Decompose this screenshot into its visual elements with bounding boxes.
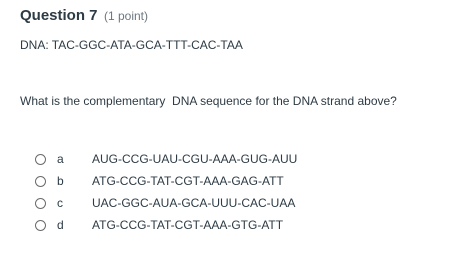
answer-letter: c [57, 196, 63, 210]
answer-letter: a [57, 152, 64, 166]
question-prompt: What is the complementary DNA sequence for the DNA strand above? [20, 94, 397, 108]
radio-button-d[interactable] [35, 220, 46, 231]
dna-strand-text: DNA: TAC-GGC-ATA-GCA-TTT-CAC-TAA [20, 38, 243, 52]
answer-option-b[interactable] [35, 170, 335, 192]
radio-button-b[interactable] [35, 176, 46, 187]
question-points: (1 point) [103, 9, 148, 23]
radio-button-c[interactable] [35, 198, 46, 209]
answer-list [35, 148, 335, 236]
answer-option-d[interactable] [35, 214, 335, 236]
answer-option-c[interactable] [35, 192, 335, 214]
question-title: Question 7 [20, 7, 98, 24]
answer-text: UAC-GGC-AUA-GCA-UUU-CAC-UAA [92, 196, 296, 210]
answer-letter: b [57, 174, 64, 188]
radio-button-a[interactable] [35, 154, 46, 165]
answer-letter: d [57, 218, 64, 232]
answer-text: ATG-CCG-TAT-CGT-AAA-GTG-ATT [92, 218, 284, 232]
question-header [20, 7, 148, 25]
answer-text: AUG-CCG-UAU-CGU-AAA-GUG-AUU [92, 152, 298, 166]
answer-text: ATG-CCG-TAT-CGT-AAA-GAG-ATT [92, 174, 284, 188]
answer-option-a[interactable] [35, 148, 335, 170]
